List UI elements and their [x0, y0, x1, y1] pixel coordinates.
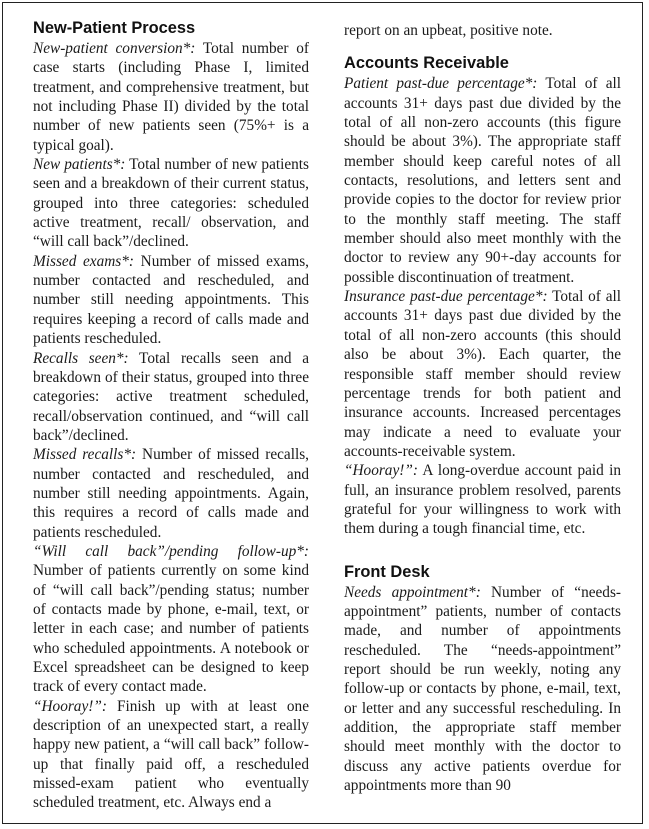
paragraph-text: Total number of new patients seen and a breakdown of their current status, grouped into three categories: scheduled active treatment, recall/ observation, and “will call back”/declined.: [33, 156, 310, 251]
section-heading-accounts-receivable: Accounts Receivable: [344, 54, 509, 73]
paragraph-hooray-accounts: [344, 461, 621, 538]
paragraph-missed-recalls: [33, 445, 309, 542]
term-label: “Will call back”/pending follow-up*:: [33, 542, 309, 560]
paragraph-new-patient-conversion: [33, 39, 309, 155]
term-label: New-patient conversion*:: [33, 40, 196, 57]
paragraph-text: Number of missed exams, number contacted and rescheduled, and number still needing appointments. This requires keeping a record of calls made and patients rescheduled.: [33, 252, 309, 348]
term-label: Recalls seen*:: [33, 349, 129, 367]
paragraph-new-patients: [33, 155, 309, 252]
left-column: [33, 18, 309, 813]
section-heading-new-patient-process: New-Patient Process: [33, 19, 196, 37]
paragraph-text: Number of patients currently on some kind of “will call back”/pending status; number of contacts made by phone, e-mail, text, or letter in each case; and number of patients who scheduled appointments. A notebook or Excel spreadsheet can be designed to keep track of every contact made.: [33, 562, 309, 696]
paragraph-insurance-past-due: [344, 287, 621, 461]
paragraph-text: Finish up with at least one description of an unexpected start, a really happy new patient, a “will call back” follow-up that finally paid off, a rescheduled missed-exam patient who eventually scheduled treatment, etc. Always end a: [33, 697, 309, 812]
term-label: Patient past-due percentage*:: [344, 75, 538, 93]
section-heading-front-desk: Front Desk: [344, 562, 430, 581]
term-label: Needs appointment*:: [344, 583, 481, 601]
paragraph-text: Number of missed recalls, number contacted and rescheduled, and number still needing appointments. Again, this requires a record of calls made and patients rescheduled.: [33, 446, 309, 541]
paragraph-text: Total number of case starts (including Phase I, limited treatment, and comprehensive treatment, but not including Phase II) divided by the total number of new patients seen (75%+ is a typical goal).: [33, 40, 309, 154]
paragraph-hooray-new-patient: [33, 697, 309, 813]
paragraph-patient-past-due: [344, 74, 621, 287]
term-label: Insurance past-due percentage*:: [344, 288, 548, 306]
paragraph-text: Total of all accounts 31+ days past due divided by the total of all non-zero accounts (this figure should be about 3%). The appropriate staff member should keep careful notes of all contacts, resolutions, and letters sent and provide copies to the doctor for review prior to the monthly staff meeting. The staff member should also meet monthly with the doctor to review any 90+-day accounts for possible discontinuation of treatment.: [344, 75, 621, 286]
paragraph-will-call-back: [33, 542, 309, 697]
paragraph-text: Total recalls seen and a breakdown of their status, grouped into three categories: active treatment scheduled, recall/observation continued, and “will call back”/declined.: [33, 349, 309, 444]
term-label: New patients*:: [33, 156, 126, 174]
term-label: “Hooray!”:: [344, 462, 418, 480]
right-column: [344, 21, 621, 795]
term-label: Missed recalls*:: [33, 446, 137, 464]
term-label: Missed exams*:: [33, 252, 134, 270]
paragraph-missed-exams: [33, 252, 309, 349]
paragraph-recalls-seen: [33, 349, 309, 446]
paragraph-text: A long-overdue account paid in full, an insurance problem resolved, parents grateful for your willingness to work with them during a tough financial time, etc.: [344, 462, 621, 538]
paragraph-needs-appointment: [344, 583, 621, 796]
paragraph-text: Total of all accounts 31+ days past due divided by the total of all non-zero accounts (this should also be about 3%). Each quarter, the responsible staff member should review percentage trends for both patient and insurance accounts. Increased percentages may indicate a need to evaluate your accounts-receivable system.: [344, 288, 621, 460]
paragraph-text: Number of “needs-appointment” patients, number of contacts made, and number of appointments rescheduled. The “needs-appointment” report should be run weekly, noting any follow-up or contacts by phone, e-mail, text, or letter and any successful rescheduling. In addition, the appropriate staff member should meet monthly with the doctor to discuss any active patients overdue for appointments more than 90: [344, 583, 621, 795]
document-page: [2, 2, 643, 824]
term-label: “Hooray!”:: [33, 697, 107, 715]
paragraph-continuation: report on an upbeat, positive note.: [344, 22, 553, 39]
